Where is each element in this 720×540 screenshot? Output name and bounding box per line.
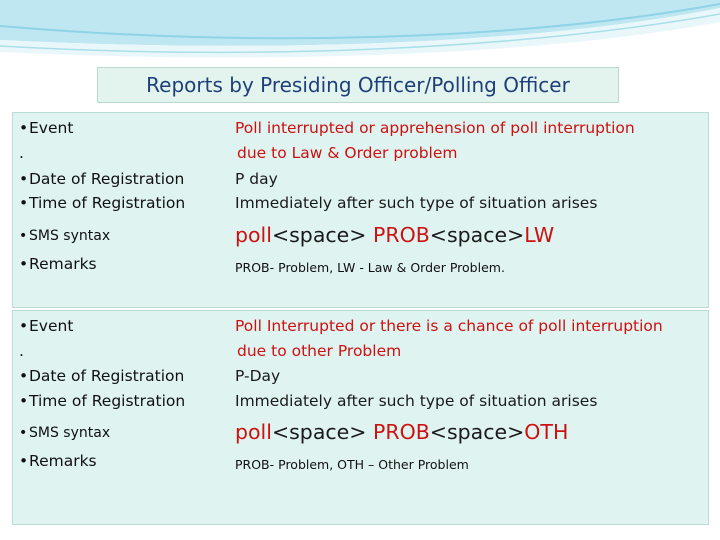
slide-title-box [97, 67, 619, 103]
remarks-value: PROB- Problem, LW - Law & Order Problem. [235, 260, 505, 275]
event-text-line-1: Poll interrupted or apprehension of poll interruption [235, 119, 635, 137]
time-value: Immediately after such type of situation arises [235, 194, 598, 212]
event-text-line-2: due to other Problem [237, 342, 402, 360]
label-dot: . [19, 342, 24, 360]
slide-title: Reports by Presiding Officer/Polling Officer [146, 73, 570, 97]
label-remarks: •Remarks [19, 255, 97, 273]
sms-syntax-value: poll<space> PROB<space>OTH [235, 420, 569, 444]
time-value: Immediately after such type of situation arises [235, 392, 598, 410]
label-date: •Date of Registration [19, 170, 185, 188]
label-sms: • SMS syntax [19, 228, 111, 244]
event-text-line-1: Poll Interrupted or there is a chance of poll interruption [235, 317, 663, 335]
label-sms: • SMS syntax [19, 425, 111, 441]
date-value: P day [235, 170, 278, 188]
label-time: •Time of Registration [19, 194, 186, 212]
report-block-1 [12, 112, 709, 308]
decorative-swoosh-banner [0, 0, 720, 70]
report-block-2 [12, 310, 709, 525]
event-text-line-2: due to Law & Order problem [237, 144, 458, 162]
label-date: •Date of Registration [19, 367, 185, 385]
label-dot: . [19, 144, 24, 162]
label-remarks: •Remarks [19, 452, 97, 470]
date-value: P-Day [235, 367, 281, 385]
label-event: •Event [19, 317, 74, 335]
label-time: •Time of Registration [19, 392, 186, 410]
remarks-value: PROB- Problem, OTH – Other Problem [235, 457, 469, 472]
sms-syntax-value: poll<space> PROB<space>LW [235, 223, 555, 247]
label-event: •Event [19, 119, 74, 137]
